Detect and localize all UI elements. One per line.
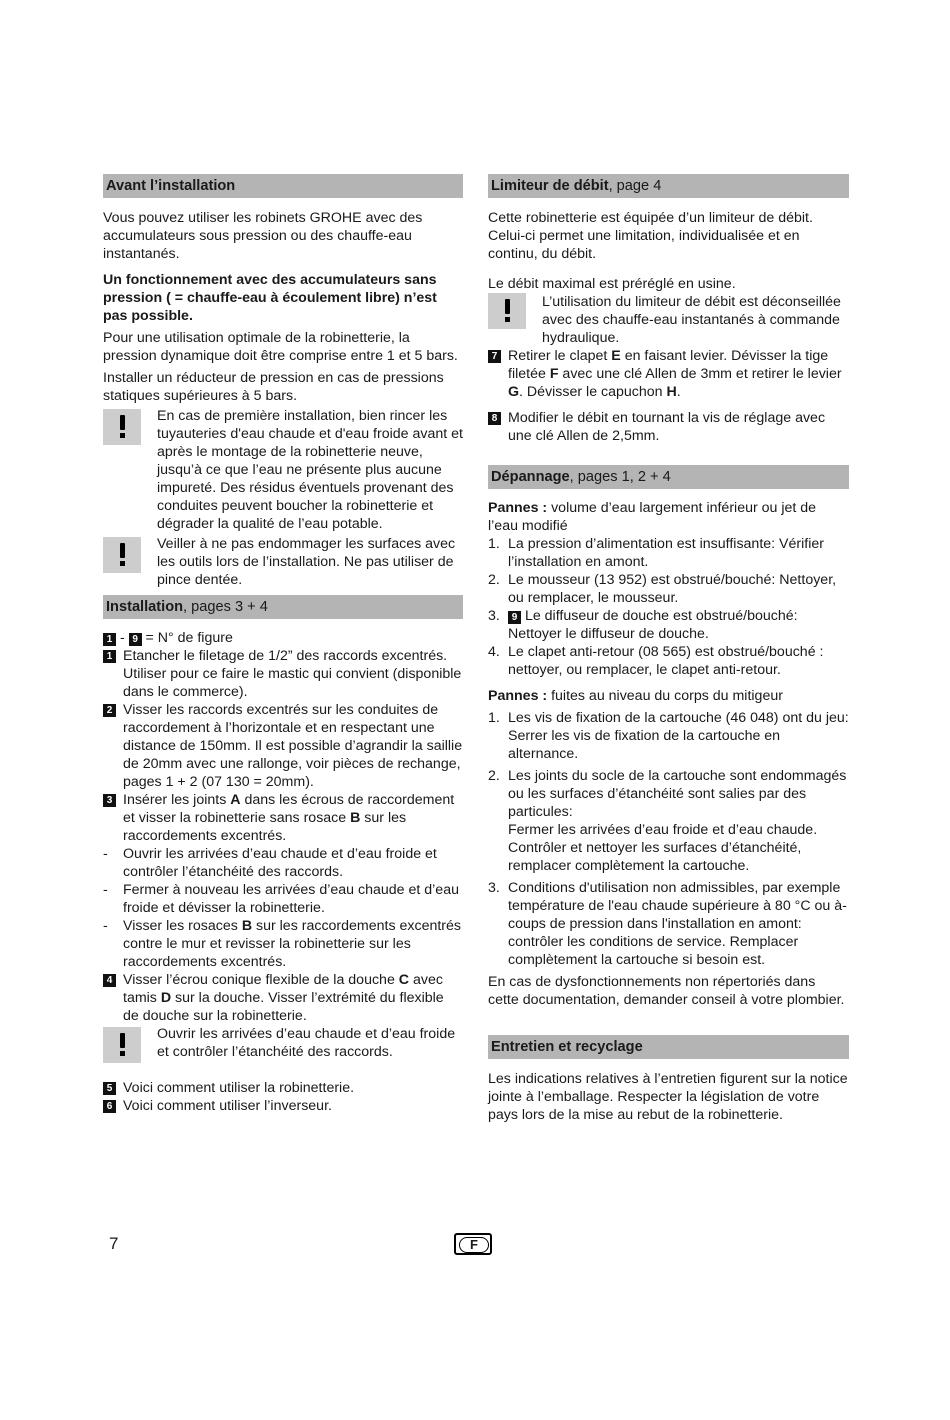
section-header-installation: Installation, pages 3 + 4: [103, 595, 463, 619]
list-item: 1. Les vis de fixation de la cartouche (46 048) ont du jeu: Serrer les vis de fixation de la cartouche en alternance.: [488, 710, 849, 762]
figure-number-badge: 1: [103, 650, 116, 663]
list-item: 3. 9 Le diffuseur de douche est obstrué/bouché: Nettoyer le diffuseur de douche.: [488, 608, 798, 642]
language-code: F: [459, 1237, 489, 1253]
warning-text: Veiller à ne pas endommager les surfaces avec les outils lors de l’installation. Ne pas utiliser de pince dentée.: [157, 536, 456, 588]
paragraph: Les indications relatives à l’entretien figurent sur la notice jointe à l’emballage. Respecter la législation de votre pays lors de la mise au rebut de la robinetterie.: [488, 1071, 848, 1123]
list-item: 2. Le mousseur (13 952) est obstrué/bouché: Nettoyer, ou remplacer, le mousseur.: [488, 572, 837, 606]
paragraph: En cas de dysfonctionnements non répertoriés dans cette documentation, demander conseil à votre plombier.: [488, 974, 845, 1008]
figure-number-badge: 9: [508, 611, 521, 624]
warning-block: [103, 1025, 463, 1061]
dash-item: - Visser les rosaces B sur les raccordements excentrés contre le mur et revisser la robinetterie sur les raccordements excentrés.: [103, 918, 462, 970]
step-5: 5 Voici comment utiliser la robinetterie.: [103, 1079, 463, 1097]
step-3: 3 Insérer les joints A dans les écrous de raccordement et visser la robinetterie sans rosace B sur les raccordements excentrés.: [103, 791, 463, 845]
step-6: 6 Voici comment utiliser l’inverseur.: [103, 1097, 463, 1115]
section-header-avant-installation: Avant l’installation: [103, 174, 463, 198]
paragraph: Cette robinetterie est équipée d’un limiteur de débit. Celui-ci permet une limitation, individualisée et en continu, du débit.: [488, 210, 813, 262]
paragraph-pannes: Pannes : fuites au niveau du corps du mitigeur: [488, 688, 783, 704]
warning-block: [103, 407, 463, 533]
exclamation-icon: [103, 537, 141, 573]
list-item: 1. La pression d’alimentation est insuffisante: Vérifier l’installation en amont.: [488, 536, 824, 570]
figure-number-badge: 4: [103, 974, 116, 987]
warning-text: En cas de première installation, bien rincer les tuyauteries d'eau chaude et d'eau froide avant et après le montage de la robinetterie neuve, jusqu’à ce que l’eau ne présente plus aucune impureté. Des résidus éventuels provenant des conduites peuvent boucher la robinetterie et dégrader la qualité de l’eau potable.: [157, 408, 463, 532]
step-8: 8 Modifier le débit en tournant la vis de réglage avec une clé Allen de 2,5mm.: [488, 409, 849, 445]
paragraph-pannes: Pannes : volume d’eau largement inférieur ou jet de l’eau modifié: [488, 500, 817, 534]
exclamation-icon: [103, 409, 141, 445]
figure-number-badge: 8: [488, 412, 501, 425]
exclamation-icon: [103, 1027, 141, 1063]
step-1: 1 Etancher le filetage de 1/2” des raccords excentrés. Utiliser pour ce faire le mastic qui convient (disponible dans le commerce).: [103, 647, 463, 701]
figure-number-badge: 9: [129, 633, 142, 646]
warning-block: [488, 293, 849, 347]
list-item: 3. Conditions d'utilisation non admissibles, par exemple température de l'eau chaude supérieure à 80 °C ou à-coups de pression dans l'installation en amont: contrôler les conditions de service. Remplacer complètement la cartouche si besoin est.: [488, 880, 847, 968]
language-badge: [454, 1233, 492, 1255]
figure-number-badge: 3: [103, 794, 116, 807]
paragraph: Installer un réducteur de pression en cas de pressions statiques supérieures à 5 bars.: [103, 370, 444, 404]
list-item: 4. Le clapet anti-retour (08 565) est obstrué/bouché : nettoyer, ou remplacer, le clapet anti-retour.: [488, 644, 824, 678]
left-column: [103, 174, 463, 1115]
section-header-entretien: Entretien et recyclage: [488, 1035, 849, 1059]
figure-number-badge: 1: [103, 633, 116, 646]
warning-block: [103, 535, 463, 589]
paragraph: Pour une utilisation optimale de la robinetterie, la pression dynamique doit être comprise entre 1 et 5 bars.: [103, 330, 458, 364]
step-4: 4 Visser l’écrou conique flexible de la douche C avec tamis D sur la douche. Visser l’extrémité du flexible de douche sur la robinetterie.: [103, 971, 463, 1025]
figure-number-badge: 2: [103, 704, 116, 717]
dash-item: - Ouvrir les arrivées d’eau chaude et d’eau froide et contrôler l’étanchéité des raccords.: [103, 846, 437, 880]
figure-number-badge: 6: [103, 1100, 116, 1113]
paragraph: Le débit maximal est préréglé en usine.: [488, 276, 736, 292]
figure-legend: 1 - 9 = N° de figure: [103, 629, 463, 647]
warning-text: Ouvrir les arrivées d’eau chaude et d’eau froide et contrôler l’étanchéité des raccords.: [157, 1026, 456, 1060]
section-header-limiteur: Limiteur de débit, page 4: [488, 174, 849, 198]
section-header-depannage: Dépannage, pages 1, 2 + 4: [488, 465, 849, 489]
page-number: 7: [109, 1234, 119, 1253]
right-column: [488, 174, 849, 1124]
paragraph: Vous pouvez utiliser les robinets GROHE avec des accumulateurs sous pression ou des chauffe-eau instantanés.: [103, 210, 423, 262]
figure-number-badge: 5: [103, 1082, 116, 1095]
exclamation-icon: [488, 293, 526, 329]
dash-item: - Fermer à nouveau les arrivées d’eau chaude et d’eau froide et dévisser la robinetterie.: [103, 882, 459, 916]
warning-text: L’utilisation du limiteur de débit est déconseillée avec des chauffe-eau instantanés à commande hydraulique.: [542, 294, 841, 346]
list-item: 2. Les joints du socle de la cartouche sont endommagés ou les surfaces d’étanchéité sont salies par des particules: Fermer les arrivées d’eau froide et d’eau chaude. Contrôler et nettoyer les surfaces d’étanchéité, remplacer complètement la cartouche.: [488, 768, 847, 874]
figure-number-badge: 7: [488, 350, 501, 363]
step-2: 2 Visser les raccords excentrés sur les conduites de raccordement à l’horizontale et en respectant une distance de 150mm. Il est possible d’agrandir la saillie de 20mm avec une rallonge, voir pièces de rechange, pages 1 + 2 (07 130 = 20mm).: [103, 701, 463, 791]
paragraph-bold-notice: Un fonctionnement avec des accumulateurs sans pression ( = chauffe-eau à écoulement libre) n’est pas possible.: [103, 272, 437, 324]
step-7: 7 Retirer le clapet E en faisant levier. Dévisser la tige filetée F avec une clé Allen de 3mm et retirer le levier G. Dévisser le capuchon H.: [488, 347, 849, 401]
